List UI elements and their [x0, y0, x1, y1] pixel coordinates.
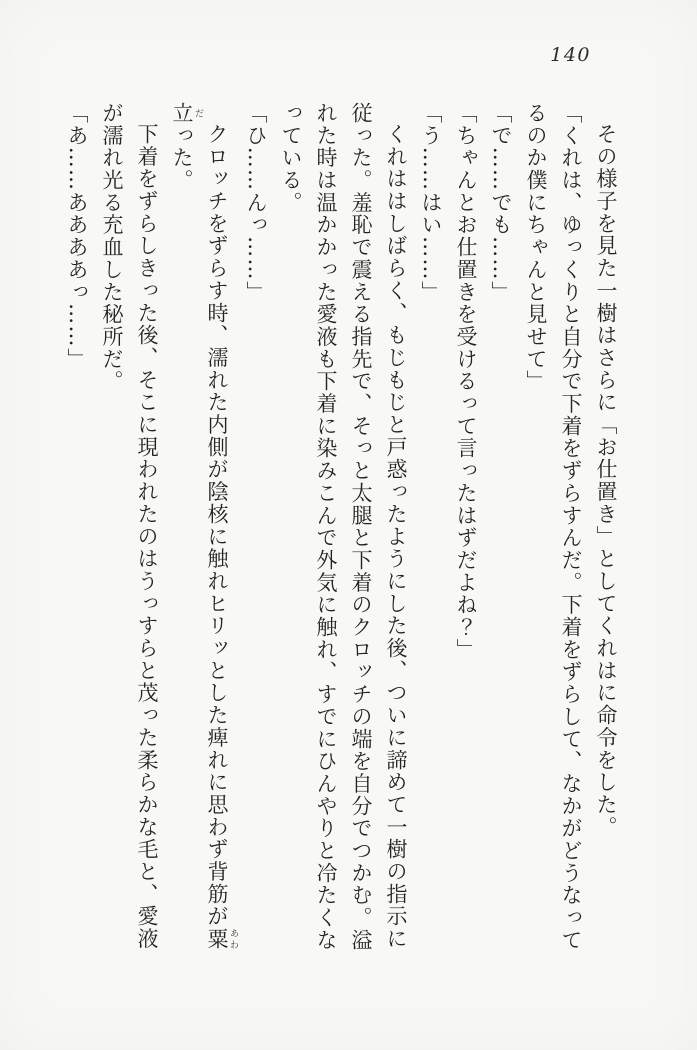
paragraph-text: った。 [170, 124, 194, 192]
paragraph-dialogue-5: 「ひ……んっ……」 [244, 102, 268, 304]
paragraph-text: クロッチをずらす時、濡れた内側が陰核に触れヒリッとした痺れに思わず背筋が [205, 123, 229, 928]
paragraph-dialogue-6: 「あ……ああああっ……」 [65, 102, 89, 371]
ruby-annotation [170, 102, 203, 125]
ruby-text: だ [193, 102, 203, 125]
paragraph-dialogue-3: 「ちゃんとお仕置きを受けるって言ったはずだよね？」 [454, 102, 478, 661]
paragraph-narration-2: くれははしばらく、もじもじと戸惑ったようにした後、ついに諦めて一樹の指示に従った。羞恥で震える指先で、そっと太腿と下着のクロッチの端を自分でつかむ。溢れた時は温かかった愛液も下着に染みこんで外気に触れ、すでにひんやりと冷たくなっている。 [279, 102, 408, 952]
ruby-base: 粟 [205, 927, 229, 950]
ruby-base: 立 [170, 102, 194, 125]
ruby-annotation [205, 927, 238, 950]
paragraph-narration-1: その様子を見た一樹はさらに「お仕置き」としてくれはに命令をした。 [594, 123, 618, 839]
page-number: 140 [550, 44, 591, 66]
ruby-text: あわ [228, 927, 238, 950]
paragraph-narration-4: 下着をずらしきった後、そこに現われたのはうっすらと茂った柔らかな毛と、愛液が濡れ光る充血した秘所だ。 [100, 102, 159, 950]
paragraph-dialogue-2: 「で……でも……」 [489, 102, 513, 304]
paragraph-dialogue-4: 「う……はい……」 [419, 102, 443, 304]
paragraph-narration-3 [164, 102, 238, 960]
page-text [59, 102, 623, 960]
paragraph-dialogue-1: 「くれは、ゆっくりと自分で下着をずらすんだ。下着をずらして、なかがどうなってるのか僕にちゃんと見せて」 [524, 102, 583, 952]
